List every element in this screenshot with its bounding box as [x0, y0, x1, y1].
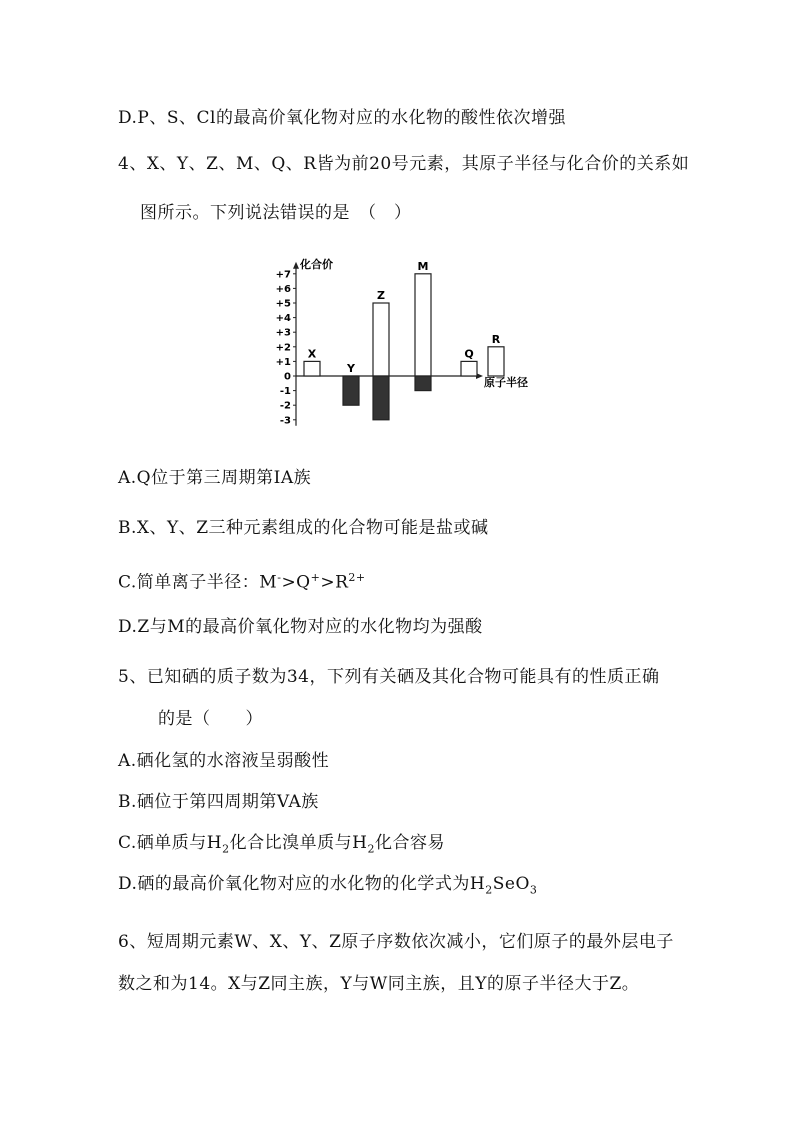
- bar-positive-R: [488, 347, 504, 376]
- bar-label-Z: Z: [377, 289, 385, 302]
- y-tick-label: -1: [279, 386, 291, 398]
- x-axis-label: 原子半径: [484, 376, 528, 389]
- q5-option-d: D.硒的最高价氧化物对应的水化物的化学式为$H_2SeO_3$: [118, 874, 538, 897]
- question-5-stem-2: 的是（ ）: [158, 709, 263, 729]
- option-d-prev: D.P、S、Cl的最高价氧化物对应的水化物的酸性依次增强: [118, 108, 566, 128]
- question-5-stem-1: 5、已知硒的质子数为34，下列有关硒及其化合物可能具有的性质正确: [118, 667, 660, 687]
- y-tick-label: -2: [279, 400, 291, 412]
- question-4-stem-1: 4、X、Y、Z、M、Q、R皆为前20号元素，其原子半径与化合价的关系如: [118, 154, 690, 174]
- bar-positive-M: [415, 274, 431, 376]
- valence-radius-chart: [268, 248, 568, 434]
- q4-option-c: C.简单离子半径：$M^->Q^+>R^{2+}$: [118, 571, 366, 593]
- bar-label-M: M: [417, 259, 429, 273]
- q4-option-a: A.Q位于第三周期第IA族: [118, 468, 312, 488]
- y-tick-label: +1: [275, 356, 291, 368]
- bar-negative-M: [415, 376, 431, 391]
- y-tick-label: -3: [279, 415, 291, 427]
- bar-positive-Z: [373, 303, 389, 376]
- q5-option-a: A.硒化氢的水溶液呈弱酸性: [118, 751, 330, 771]
- bar-label-Y: Y: [347, 362, 355, 375]
- bar-positive-Q: [461, 361, 477, 376]
- bar-label-X: X: [307, 347, 317, 361]
- y-axis-arrow: [293, 262, 299, 269]
- y-tick-label: +4: [275, 313, 291, 325]
- y-tick-label: +6: [275, 283, 291, 295]
- q5-option-c: C.硒单质与$H_2$化合比溴单质与$H_2$化合容易: [118, 833, 445, 856]
- question-6-stem-1: 6、短周期元素W、X、Y、Z原子序数依次减小，它们原子的最外层电子: [118, 932, 674, 952]
- bar-negative-Z: [373, 376, 389, 420]
- y-tick-label: +5: [275, 298, 291, 310]
- q4-option-d: D.Z与M的最高价氧化物对应的水化物均为强酸: [118, 617, 483, 637]
- bar-negative-Y: [343, 376, 359, 405]
- question-6-stem-2: 数之和为14。X与Z同主族，Y与W同主族，且Y的原子半径大于Z。: [118, 974, 640, 994]
- bar-label-Q: Q: [464, 347, 474, 361]
- q4-option-b: B.X、Y、Z三种元素组成的化合物可能是盐或碱: [118, 518, 489, 538]
- q5-option-b: B.硒位于第四周期第VA族: [118, 792, 319, 812]
- bar-label-R: R: [491, 332, 501, 346]
- y-tick-label: +2: [275, 342, 291, 354]
- bar-positive-X: [304, 361, 320, 376]
- y-tick-label: +3: [275, 327, 291, 339]
- y-axis-label: 化合价: [300, 257, 333, 271]
- question-4-stem-2: 图所示。下列说法错误的是 （ ）: [140, 203, 412, 223]
- y-tick-label: +7: [275, 269, 291, 281]
- y-tick-label: 0: [284, 371, 291, 383]
